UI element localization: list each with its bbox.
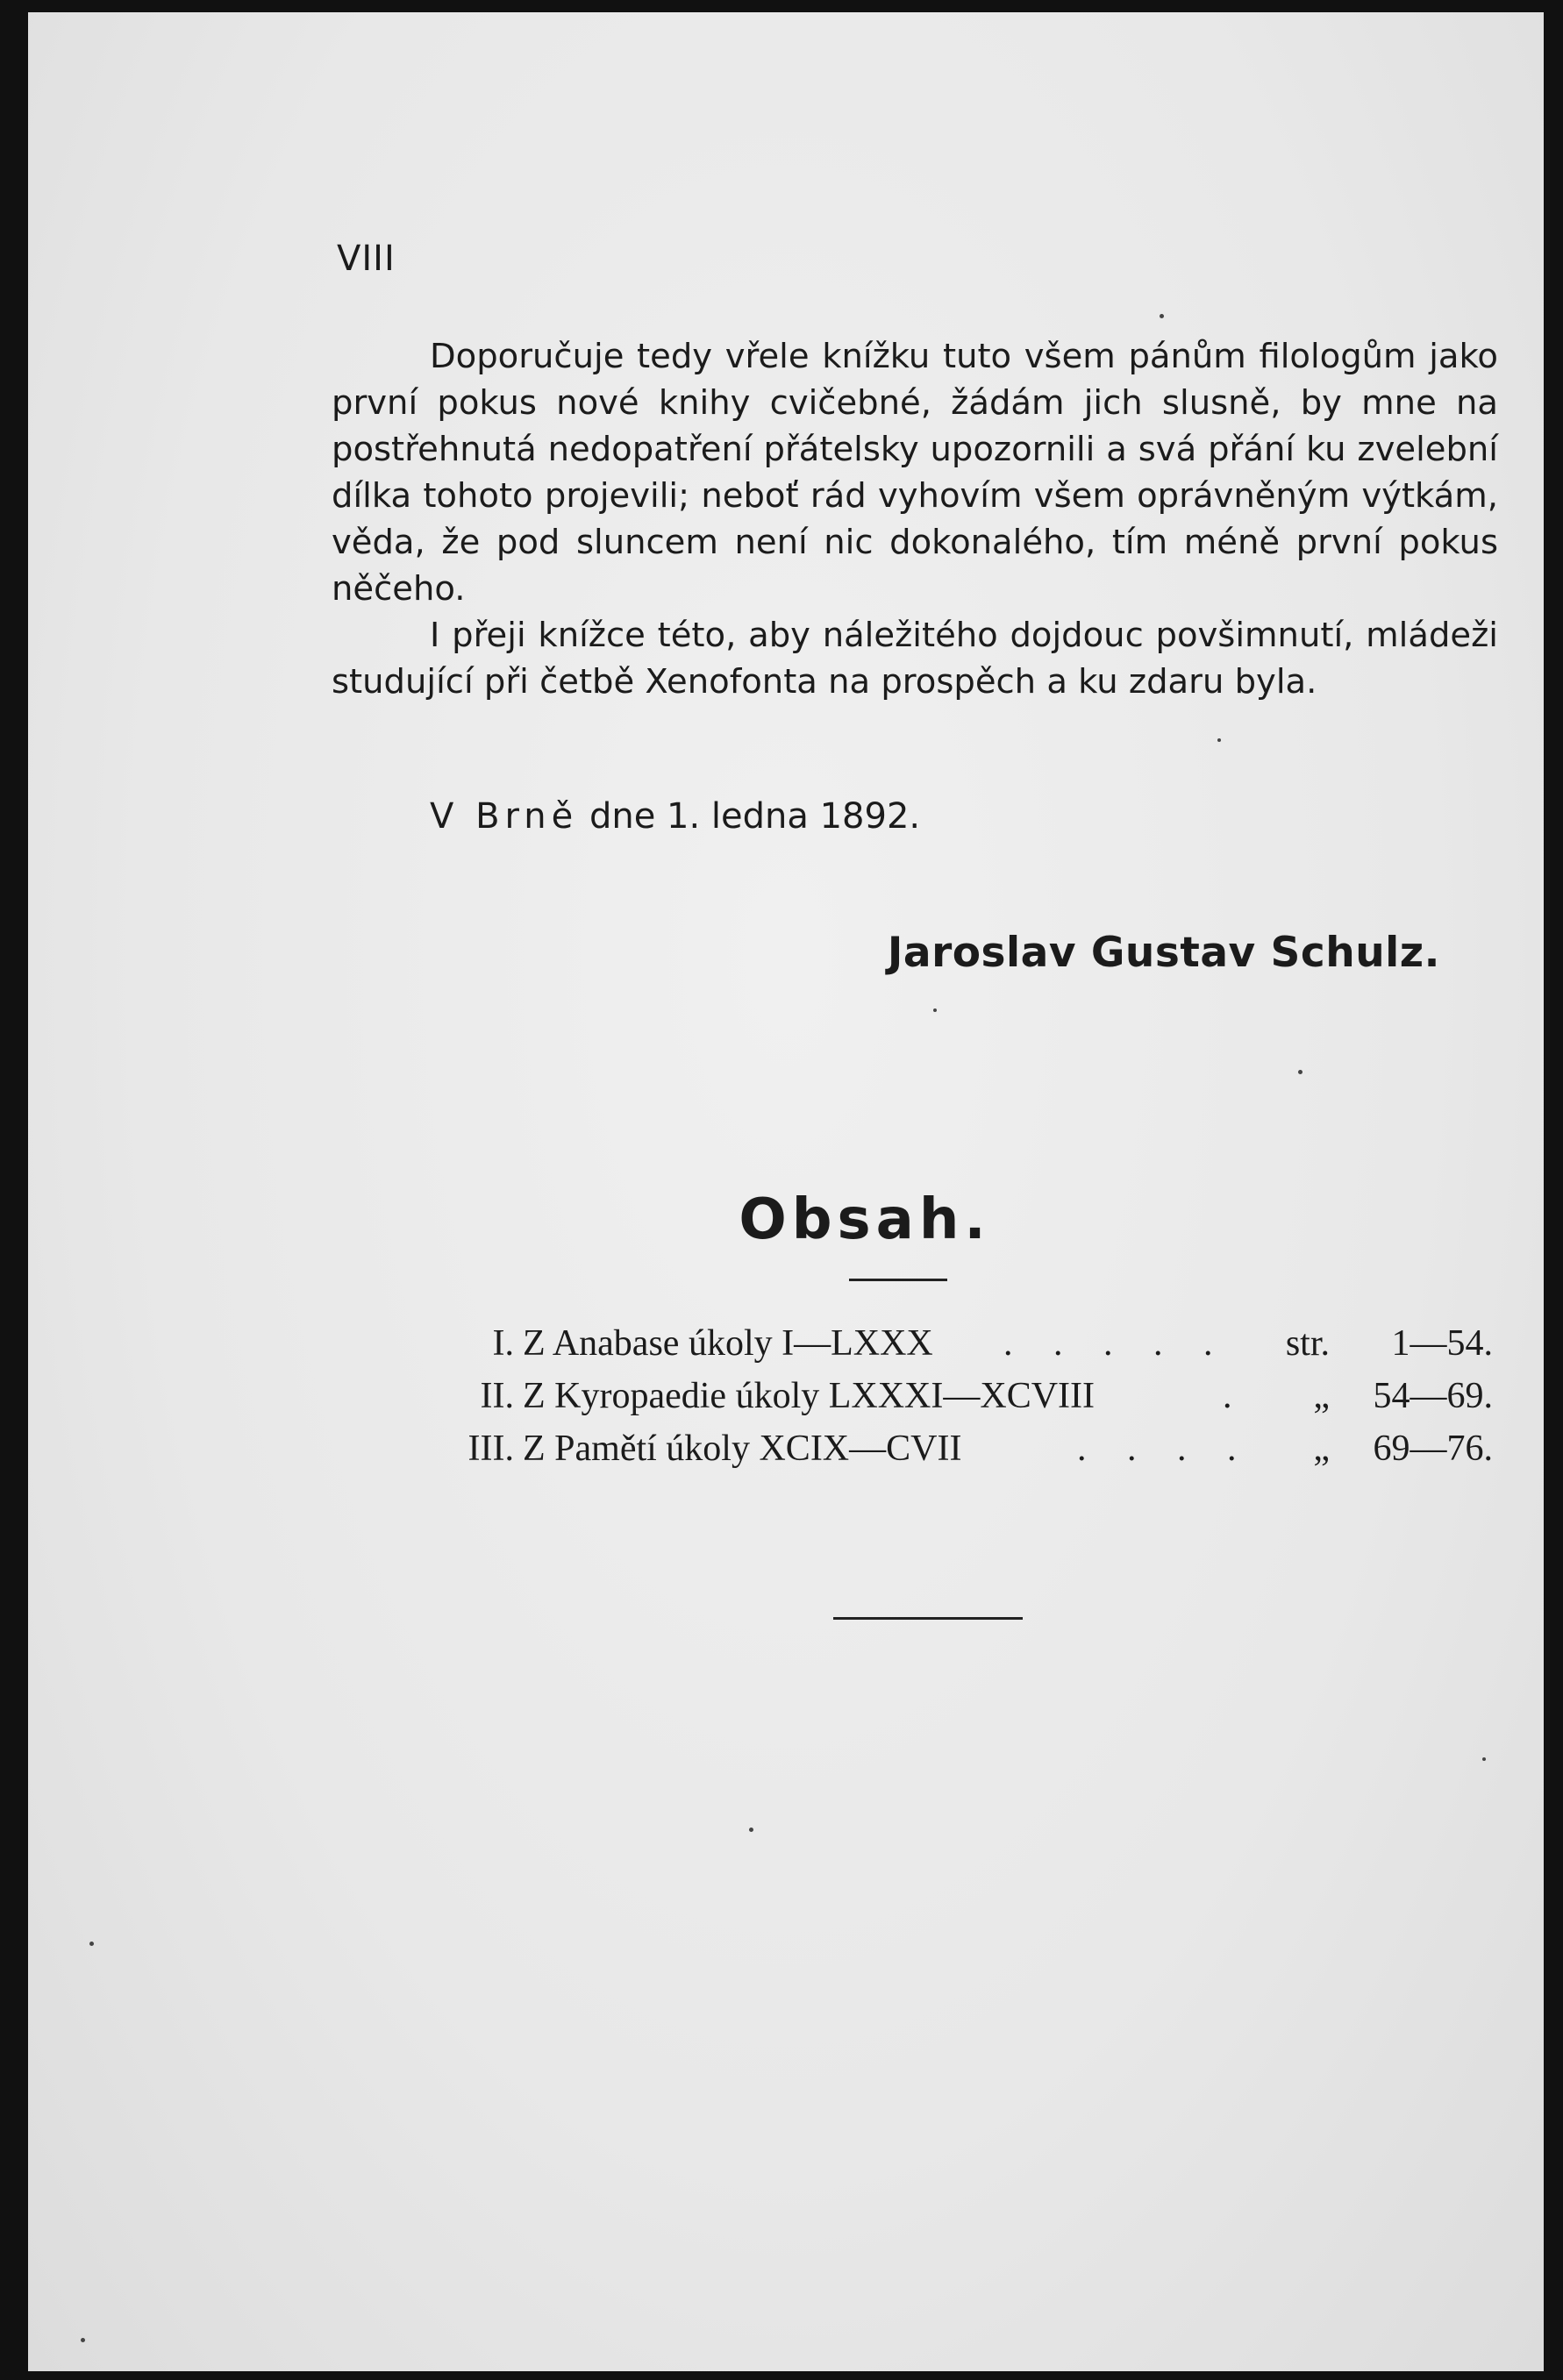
toc-entry-pages: 54—69. [1373, 1376, 1493, 1416]
scan-speck [933, 1008, 937, 1012]
scan-speck [1217, 738, 1221, 742]
paragraph-wish: I přeji knížce této, aby náležitého dojdouc povšimnutí, mládeži studující při četbě Xenofonta na prospěch a ku zdaru byla. [332, 616, 1498, 702]
toc-entry-label: Z Kyropaedie úkoly LXXXI—XCVIII [523, 1376, 1096, 1416]
dateline-place: V Brně [430, 796, 579, 837]
scan-speck [89, 1942, 94, 1946]
author-signature: Jaroslav Gustav Schulz. [887, 929, 1440, 977]
toc-entry-dots: . . . . [1077, 1429, 1253, 1469]
toc-entry-pages: 1—54. [1391, 1323, 1493, 1364]
paragraph-recommendation: Doporučuje tedy vřele knížku tuto všem pánům filologům jako první pokus nové knihy cvičebné, žádám jich slusně, by mne na postřehnutá nedopatření přátelsky upozornili a svá přání ku zvelební dílka tohoto projevili; neboť rád vyhovím všem oprávněným výtkám, věda, že pod sluncem není nic dokonalého, tím méně první pokus něčeho. [332, 337, 1498, 609]
dateline [430, 796, 920, 837]
toc-entry-number: II. [480, 1376, 514, 1416]
toc-entry [414, 1317, 1493, 1370]
scan-speck [749, 1828, 753, 1832]
scan-speck [1482, 1757, 1486, 1761]
book-page [28, 12, 1544, 2371]
toc-entry-number: I. [492, 1323, 514, 1364]
toc-entry-prefix: „ [1313, 1429, 1330, 1469]
toc-entry-number: III. [467, 1429, 514, 1469]
toc-entry-label: Z Anabase úkoly I—LXXX [523, 1323, 933, 1364]
toc-entry-prefix: str. [1285, 1323, 1330, 1364]
table-of-contents [414, 1317, 1493, 1475]
toc-entry-dots: . [1223, 1376, 1248, 1416]
end-rule [833, 1617, 1023, 1620]
scan-speck [1298, 1070, 1302, 1074]
preface-text [332, 333, 1498, 705]
toc-entry-pages: 69—76. [1373, 1429, 1493, 1469]
scan-speck [1160, 314, 1164, 318]
page-number: VIII [337, 239, 396, 279]
toc-entry-prefix: „ [1313, 1376, 1330, 1416]
toc-entry [414, 1370, 1493, 1422]
toc-entry [414, 1422, 1493, 1475]
toc-entry-dots: . . . . . [1003, 1323, 1229, 1364]
toc-title: Obsah. [739, 1187, 991, 1252]
toc-entry-label: Z Pamětí úkoly XCIX—CVII [523, 1429, 962, 1469]
scan-speck [81, 2338, 85, 2342]
dateline-date: dne 1. ledna 1892. [589, 796, 921, 837]
title-rule [849, 1279, 947, 1281]
